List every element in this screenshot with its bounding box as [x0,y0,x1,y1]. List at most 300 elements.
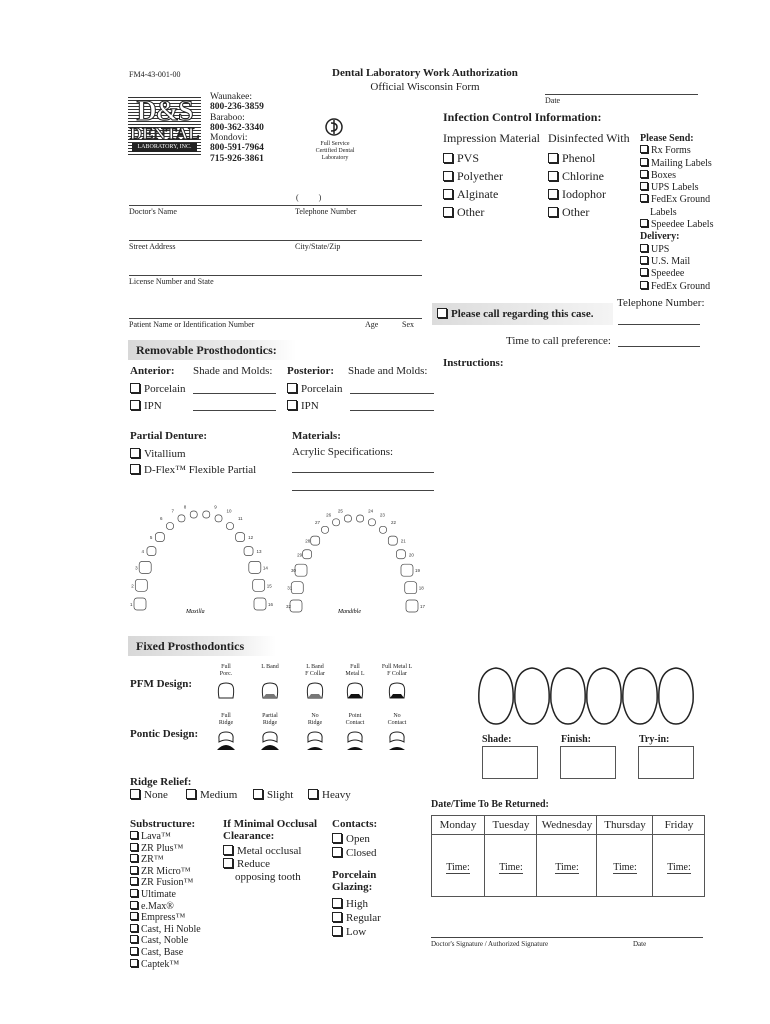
checkbox[interactable] [332,833,342,843]
option-label: UPS [651,243,670,255]
time-label: Time: [499,862,523,873]
impression-list [443,149,503,221]
day-header: Monday [432,816,484,835]
checkbox[interactable] [548,153,558,163]
checkbox[interactable] [130,877,138,885]
tooth-7[interactable] [178,515,185,522]
mandible-label: Mandible [338,609,361,615]
substructure-option[interactable] [130,959,201,971]
glazing-high[interactable] [332,897,381,911]
pontic-option-label [337,713,373,727]
tooth-1[interactable] [134,598,146,610]
tooth-21[interactable] [388,536,397,545]
tooth-number: 10 [226,508,232,514]
return-day-monday[interactable] [432,816,484,896]
metal-occlusal-option[interactable] [223,845,301,858]
substructure-option[interactable] [130,912,201,924]
opt-line: L Band [306,664,324,670]
ridge-none[interactable] [130,789,186,801]
pontic-crown-icon[interactable] [345,730,365,750]
checkbox[interactable] [223,845,233,855]
disinfected-option[interactable] [548,149,606,167]
tooth-number: 18 [418,585,424,591]
substructure-option[interactable] [130,831,201,843]
opt-line: L Band [261,664,279,670]
checkbox[interactable] [130,924,138,932]
return-day-thursday[interactable] [596,816,653,896]
pontic-label: Pontic Design: [130,728,199,740]
call-telephone-label: Telephone Number: [617,297,705,309]
disinfected-option[interactable] [548,167,606,185]
glazing-title [332,869,376,893]
delivery-option[interactable] [640,281,713,293]
contact-open[interactable] [332,832,377,846]
substructure-option[interactable] [130,889,201,901]
checkbox[interactable] [130,843,138,851]
tooth-number: 29 [297,552,303,558]
ridge-medium[interactable] [186,789,253,801]
anterior-ipn-line[interactable] [193,410,276,411]
tooth-14[interactable] [249,561,261,573]
checkbox[interactable] [130,383,140,393]
checkbox[interactable] [443,153,453,163]
option-label: ZR Fusion™ [141,877,194,889]
checkbox[interactable] [223,858,233,868]
time-pref-label: Time to call preference: [506,335,611,347]
tooth-number: 24 [368,508,374,514]
checkbox[interactable] [130,854,138,862]
pfm-crown-icon[interactable] [305,681,325,701]
anterior-teeth-diagram [475,662,700,728]
day-header: Tuesday [485,816,537,835]
option-label: Medium [200,789,238,801]
option-label: Cast, Noble [141,935,189,947]
tooth-32[interactable] [290,600,302,612]
delivery-option[interactable] [640,268,713,280]
posterior-options [287,381,343,415]
tooth-17[interactable] [406,600,418,612]
impression-option[interactable] [443,167,503,185]
checkbox[interactable] [640,158,648,166]
option-label: Porcelain [144,383,186,395]
checkbox[interactable] [130,789,140,799]
option-label: Regular [346,912,381,924]
tooth-6[interactable] [167,523,174,530]
send-option[interactable] [640,219,713,231]
tooth-number: 25 [337,508,343,514]
pontic-option-label [379,713,415,727]
checkbox[interactable] [130,866,138,874]
acrylic-label: Acrylic Specifications: [292,446,394,458]
tooth-number: 13 [256,549,262,555]
opt-line: Contact [387,720,407,726]
anterior-tooth[interactable] [515,668,549,724]
send-option[interactable] [640,194,713,206]
checkbox[interactable] [443,171,453,181]
anterior-porcelain[interactable] [130,381,186,398]
posterior-ipn[interactable] [287,398,343,415]
tooth-number: 11 [238,516,243,522]
signature-line[interactable] [431,937,703,938]
anterior-shade-label: Shade and Molds: [193,365,273,377]
checkbox[interactable] [130,959,138,967]
time-label: Time: [667,862,691,873]
return-day-tuesday[interactable] [484,816,537,896]
pontic-option-label [297,713,333,727]
time-label: Time: [555,862,579,873]
tooth-number: 27 [315,519,321,525]
opt-line: Full Metal L [381,664,413,670]
tooth-10[interactable] [215,515,222,522]
tooth-4[interactable] [147,547,156,556]
tooth-24[interactable] [357,515,364,522]
tooth-5[interactable] [155,533,164,542]
license-line[interactable] [129,275,422,276]
finish-box[interactable] [560,746,616,779]
pontic-crown-icon[interactable] [387,730,407,750]
opt-line: Contact [345,720,365,726]
certified-seal-icon [324,117,344,137]
tooth-2[interactable] [135,579,147,591]
checkbox[interactable] [287,383,297,393]
glazing-regular[interactable] [332,911,381,925]
tooth-number: 22 [391,519,397,525]
send-option[interactable] [640,145,713,157]
tooth-23[interactable] [368,519,375,526]
pontic-option-label [252,713,288,727]
anterior-options [130,381,186,415]
reduce-option[interactable] [223,858,301,871]
pfm-crown-icon[interactable] [216,681,236,701]
contact-closed[interactable] [332,846,377,860]
tooth-3[interactable] [139,561,151,573]
sex-label: Sex [402,320,414,329]
tooth-29[interactable] [303,550,312,559]
tooth-26[interactable] [333,519,340,526]
send-option[interactable] [640,182,713,194]
checkbox[interactable] [308,789,318,799]
pfm-crown-icon[interactable] [345,681,365,701]
tooth-number: 4 [141,549,144,555]
checkbox[interactable] [332,847,342,857]
send-option[interactable] [640,170,713,182]
waunakee-phone: 800-236-3859 [210,102,264,113]
opt-line: Ridge [307,720,323,726]
tooth-number: 9 [214,504,217,510]
checkbox[interactable] [443,189,453,199]
tooth-16[interactable] [254,598,266,610]
opt-line: F Collar [305,671,325,677]
option-label: D-Flex™ Flexible Partial [144,464,257,476]
maxilla-arch [130,504,274,610]
tooth-number: 7 [171,508,174,514]
checkbox[interactable] [437,308,447,318]
posterior-ipn-line[interactable] [350,410,434,411]
day-header: Wednesday [537,816,597,835]
tryin-box[interactable] [638,746,694,779]
glazing-title-1: Porcelain [332,869,377,881]
send-section [640,133,713,293]
contacts-options [332,832,377,860]
substructure-option[interactable] [130,935,201,947]
tooth-9[interactable] [203,511,210,518]
delivery-option[interactable] [640,244,713,256]
partial-options [130,446,256,478]
checkbox[interactable] [640,256,648,264]
pfm-option-label [337,664,373,678]
impression-option[interactable] [443,149,503,167]
option-label: Polyether [457,169,503,183]
option-label: FedEx Ground [651,280,711,292]
checkbox[interactable] [640,281,648,289]
opt-line: Partial [262,713,278,719]
disinfected-option[interactable] [548,203,606,221]
pfm-crown-icon[interactable] [260,681,280,701]
form-title: Dental Laboratory Work Authorization [332,67,518,79]
partial-title: Partial Denture: [130,430,208,442]
pontic-crown-icon[interactable] [216,730,236,750]
anterior-tooth[interactable] [587,668,621,724]
delivery-option[interactable] [640,256,713,268]
checkbox[interactable] [130,912,138,920]
option-label: Closed [346,847,377,859]
patient-line[interactable] [129,318,422,319]
tooth-27[interactable] [322,526,329,533]
acrylic-line-2[interactable] [292,490,434,491]
tooth-number: 3 [135,565,138,571]
return-day-friday[interactable] [652,816,705,896]
checkbox[interactable] [332,926,342,936]
checkbox[interactable] [640,145,648,153]
tooth-12[interactable] [236,533,245,542]
city-label: City/State/Zip [295,242,341,251]
checkbox[interactable] [443,207,453,217]
tooth-8[interactable] [190,511,197,518]
tooth-19[interactable] [401,564,413,576]
contact-list [210,92,264,164]
occlusal-title-2: Clearance: [223,830,275,842]
doctor-name-label: Doctor's Name [129,207,177,216]
checkbox[interactable] [640,244,648,252]
tooth-number: 14 [262,565,268,571]
opt-line: F Collar [387,671,407,677]
pfm-option-label [379,664,415,678]
ridge-heavy[interactable] [308,789,351,801]
option-label: ZR Micro™ [141,865,191,877]
tooth-28[interactable] [311,536,320,545]
send-title: Please Send: [640,133,694,144]
pontic-crown-icon[interactable] [260,730,280,750]
instructions-title: Instructions: [443,357,504,369]
disinfected-header: Disinfected With [548,131,630,145]
doctor-name-line[interactable] [129,205,422,206]
option-label: Chlorine [562,169,604,183]
vitallium-option[interactable] [130,446,256,462]
anterior-tooth[interactable] [623,668,657,724]
checkbox[interactable] [130,448,140,458]
tooth-31[interactable] [291,582,303,594]
pontic-crown-icon[interactable] [305,730,325,750]
tooth-13[interactable] [244,547,253,556]
checkbox[interactable] [186,789,196,799]
substructure-option[interactable] [130,877,201,889]
tooth-22[interactable] [380,526,387,533]
checkbox[interactable] [640,182,648,190]
substructure-title: Substructure: [130,818,196,830]
cert-line-3: Laboratory [321,155,349,161]
tooth-number: 21 [400,538,406,544]
opt-line: Point [348,713,362,719]
checkbox[interactable] [640,170,648,178]
ridge-options [130,789,351,801]
tooth-chart [126,494,426,624]
disinfected-option[interactable] [548,185,606,203]
dflex-option[interactable] [130,462,256,478]
checkbox[interactable] [332,898,342,908]
tooth-30[interactable] [295,564,307,576]
checkbox[interactable] [640,219,648,227]
license-label: License Number and State [129,277,214,286]
pfm-option-label [252,664,288,671]
checkbox[interactable] [130,464,140,474]
time-pref-line[interactable] [618,346,700,347]
option-label: Heavy [322,789,351,801]
glazing-low[interactable] [332,925,381,939]
anterior-porcelain-line[interactable] [193,393,276,394]
pfm-crown-icon[interactable] [387,681,407,701]
baraboo-phone: 800-362-3340 [210,122,264,133]
substructure-option[interactable] [130,924,201,936]
tooth-number: 16 [268,602,274,607]
form-id: FM4-43-001-00 [129,70,181,79]
waunakee-label: Waunakee: [210,92,252,102]
company-logo [128,95,201,155]
checkbox[interactable] [130,901,138,909]
time-label: Time: [613,862,637,873]
please-call-label: Please call regarding this case. [451,308,594,320]
tooth-number: 20 [408,552,414,558]
anterior-ipn[interactable] [130,398,186,415]
substructure-option[interactable] [130,947,201,959]
tooth-20[interactable] [396,550,405,559]
option-label: Reduce [237,858,270,870]
option-label: Iodophor [562,187,606,201]
tooth-number: 19 [414,568,421,574]
ridge-slight[interactable] [253,789,308,801]
checkbox[interactable] [640,194,648,202]
substructure-option[interactable] [130,866,201,878]
return-day-wednesday[interactable] [536,816,597,896]
tooth-number: 32 [286,604,292,609]
anterior-tooth[interactable] [551,668,585,724]
posterior-porcelain-line[interactable] [350,393,434,394]
tooth-number: 8 [183,504,187,510]
posterior-porcelain[interactable] [287,381,343,398]
substructure-option[interactable] [130,843,201,855]
tooth-number: 12 [248,535,254,541]
option-label: e.Max® [141,900,174,912]
option-label: Cast, Hi Noble [141,923,201,935]
occlusal-title [223,818,317,842]
tooth-25[interactable] [344,515,351,522]
logo-ds: D&S [136,96,193,127]
checkbox[interactable] [130,889,138,897]
opt-line: Ridge [262,720,278,726]
option-label: Low [346,926,367,938]
checkbox[interactable] [253,789,263,799]
mandible-arch [286,508,426,612]
option-label: Captek™ [141,958,180,970]
option-label: Slight [267,789,294,801]
impression-option[interactable] [443,185,503,203]
checkbox[interactable] [130,831,138,839]
anterior-tooth[interactable] [659,668,693,724]
option-label: Mailing Labels [651,157,712,169]
shade-box[interactable] [482,746,538,779]
opt-line: Porc. [219,671,233,677]
call-telephone-line[interactable] [618,324,700,325]
pfm-option-label [297,664,333,678]
substructure-option[interactable] [130,901,201,913]
signature-label: Doctor's Signature / Authorized Signature [431,940,549,948]
anterior-tooth[interactable] [479,668,513,724]
option-label: Vitallium [144,448,186,460]
baraboo-label: Baraboo: [210,112,245,123]
tooth-11[interactable] [227,523,234,530]
tooth-18[interactable] [405,582,417,594]
anterior-label: Anterior: [130,365,175,377]
checkbox[interactable] [640,268,648,276]
please-call-option[interactable] [432,303,613,325]
day-header: Friday [653,816,705,835]
tooth-15[interactable] [253,579,265,591]
checkbox[interactable] [287,400,297,410]
option-label: Rx Forms [651,145,691,157]
logo-dental: DENTAL [129,124,200,143]
option-label: Other [562,205,590,219]
tooth-number: 1 [130,602,133,607]
delivery-title: Delivery: [640,231,680,243]
checkbox[interactable] [548,207,558,217]
option-label: Metal occlusal [237,845,302,857]
option-label: IPN [301,400,319,412]
cert-line-1: Full Service [320,141,350,147]
option-label: High [346,898,368,910]
tooth-number: 23 [379,512,385,518]
checkbox[interactable] [130,947,138,955]
send-option-cont: Labels [650,206,677,218]
checkbox[interactable] [130,400,140,410]
impression-option[interactable] [443,203,503,221]
street-line[interactable] [129,240,422,241]
day-header: Thursday [597,816,653,835]
option-label: Phenol [562,151,596,165]
logo-lab: LABORATORY, INC. [132,143,197,152]
substructure-option[interactable] [130,854,201,866]
checkbox[interactable] [130,935,138,943]
checkbox[interactable] [332,912,342,922]
send-option[interactable] [640,158,713,170]
substructure-list [130,831,201,970]
acrylic-line-1[interactable] [292,472,434,473]
checkbox[interactable] [548,189,558,199]
option-label: ZR Plus™ [141,842,184,854]
opt-line: Full [221,664,231,670]
checkbox[interactable] [548,171,558,181]
date-line[interactable] [545,94,698,95]
infection-title: Infection Control Information: [443,110,602,124]
tooth-number: 26 [326,512,332,518]
